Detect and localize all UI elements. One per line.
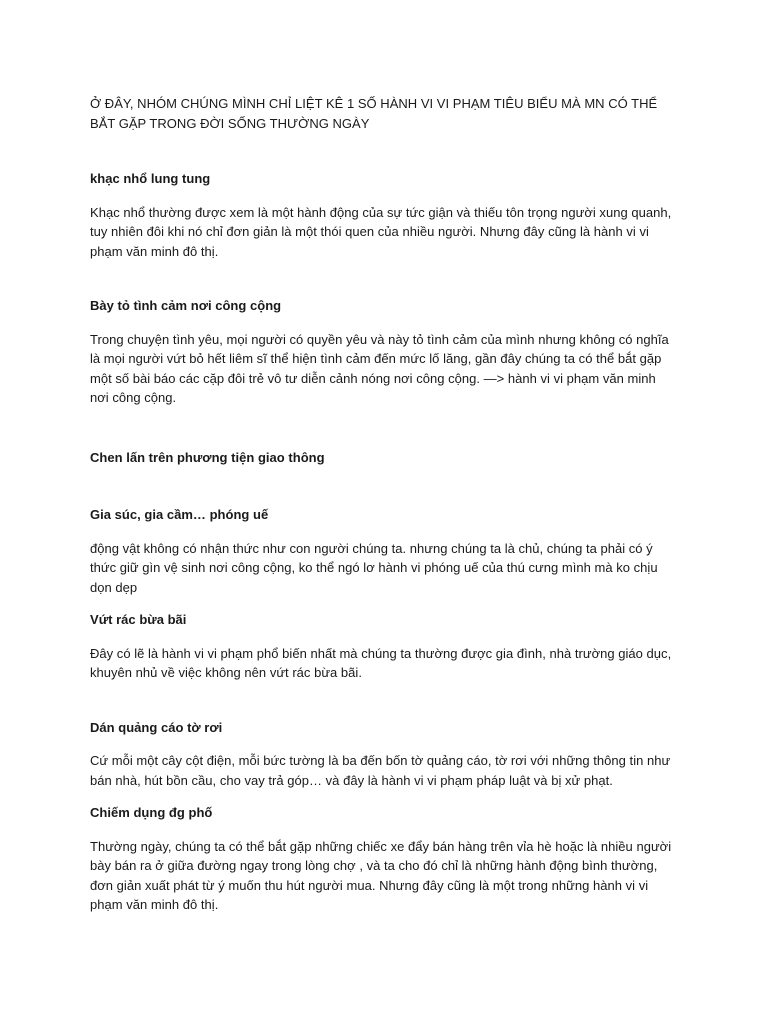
section-heading-flyers: Dán quảng cáo tờ rơi — [90, 719, 223, 735]
section-heading-littering: Vứt rác bừa bãi — [90, 612, 187, 627]
intro-paragraph: Ở ĐÂY, NHÓM CHÚNG MÌNH CHỈ LIỆT KÊ 1 SỐ HÀNH VI VI PHẠM TIÊU BIỂU MÀ MN CÓ THỂ BẮT GẶP TRONG ĐỜI SỐNG THƯỜNG NGÀY — [90, 96, 658, 131]
section-body-street-occupation: Thường ngày, chúng ta có thể bắt gặp những chiếc xe đẩy bán hàng trên vỉa hè hoặc là nhiều người bày bán ra ở giữa đường ngay trong lòng chợ , và ta cho đó chỉ là những hành động bình thường, đơn giản xuất phát từ ý muốn thu hút người mua. Nhưng đây cũng là một trong những hành vi vi phạm văn minh đô thị. — [90, 838, 672, 912]
section-heading-animal-waste: Gia súc, gia cầm… phóng uế — [90, 507, 269, 522]
section-heading-public-affection: Bày tỏ tình cảm nơi công cộng — [90, 298, 282, 313]
section-heading-spitting: khạc nhổ lung tung — [90, 171, 211, 186]
section-heading-pushing-transport: Chen lấn trên phương tiện giao thông — [90, 449, 325, 465]
section-body-public-affection: Trong chuyện tình yêu, mọi người có quyền yêu và này tỏ tình cảm của mình nhưng không có nghĩa là mọi người vứt bỏ hết liêm sĩ thể hiện tình cảm đến mức lố lăng, gần đây chúng ta có thể bắt gặp một số bài báo các cặp đôi trẻ vô tư diễn cảnh nóng nơi công cộng. —> hành vi vi phạm văn minh nơi công cộng. — [90, 331, 669, 405]
section-body-animal-waste: động vật không có nhận thức như con người chúng ta. nhưng chúng ta là chủ, chúng ta phải có ý thức giữ gìn vệ sinh nơi công cộng, ko thể ngó lơ hành vi phóng uế của thú cưng mình mà ko chịu dọn dẹp — [90, 540, 658, 595]
section-body-spitting: Khạc nhổ thường được xem là một hành động của sự tức giận và thiếu tôn trọng người xung quanh, tuy nhiên đôi khi nó chỉ đơn giản là một thói quen của nhiều người. Nhưng đây cũng là hành vi vi phạm văn minh đô thị. — [90, 204, 672, 259]
section-heading-street-occupation: Chiếm dụng đg phố — [90, 805, 213, 820]
section-body-flyers: Cứ mỗi một cây cột điện, mỗi bức tường là ba đến bốn tờ quảng cáo, tờ rơi với những thông tin như bán nhà, hút bồn cầu, cho vay trả góp… và đây là hành vi vi phạm pháp luật và bị xử phạt. — [90, 753, 671, 788]
section-body-littering: Đây có lẽ là hành vi vi phạm phổ biến nhất mà chúng ta thường được gia đình, nhà trường giáo dục, khuyên nhủ về việc không nên vứt rác bừa bãi. — [90, 645, 672, 680]
